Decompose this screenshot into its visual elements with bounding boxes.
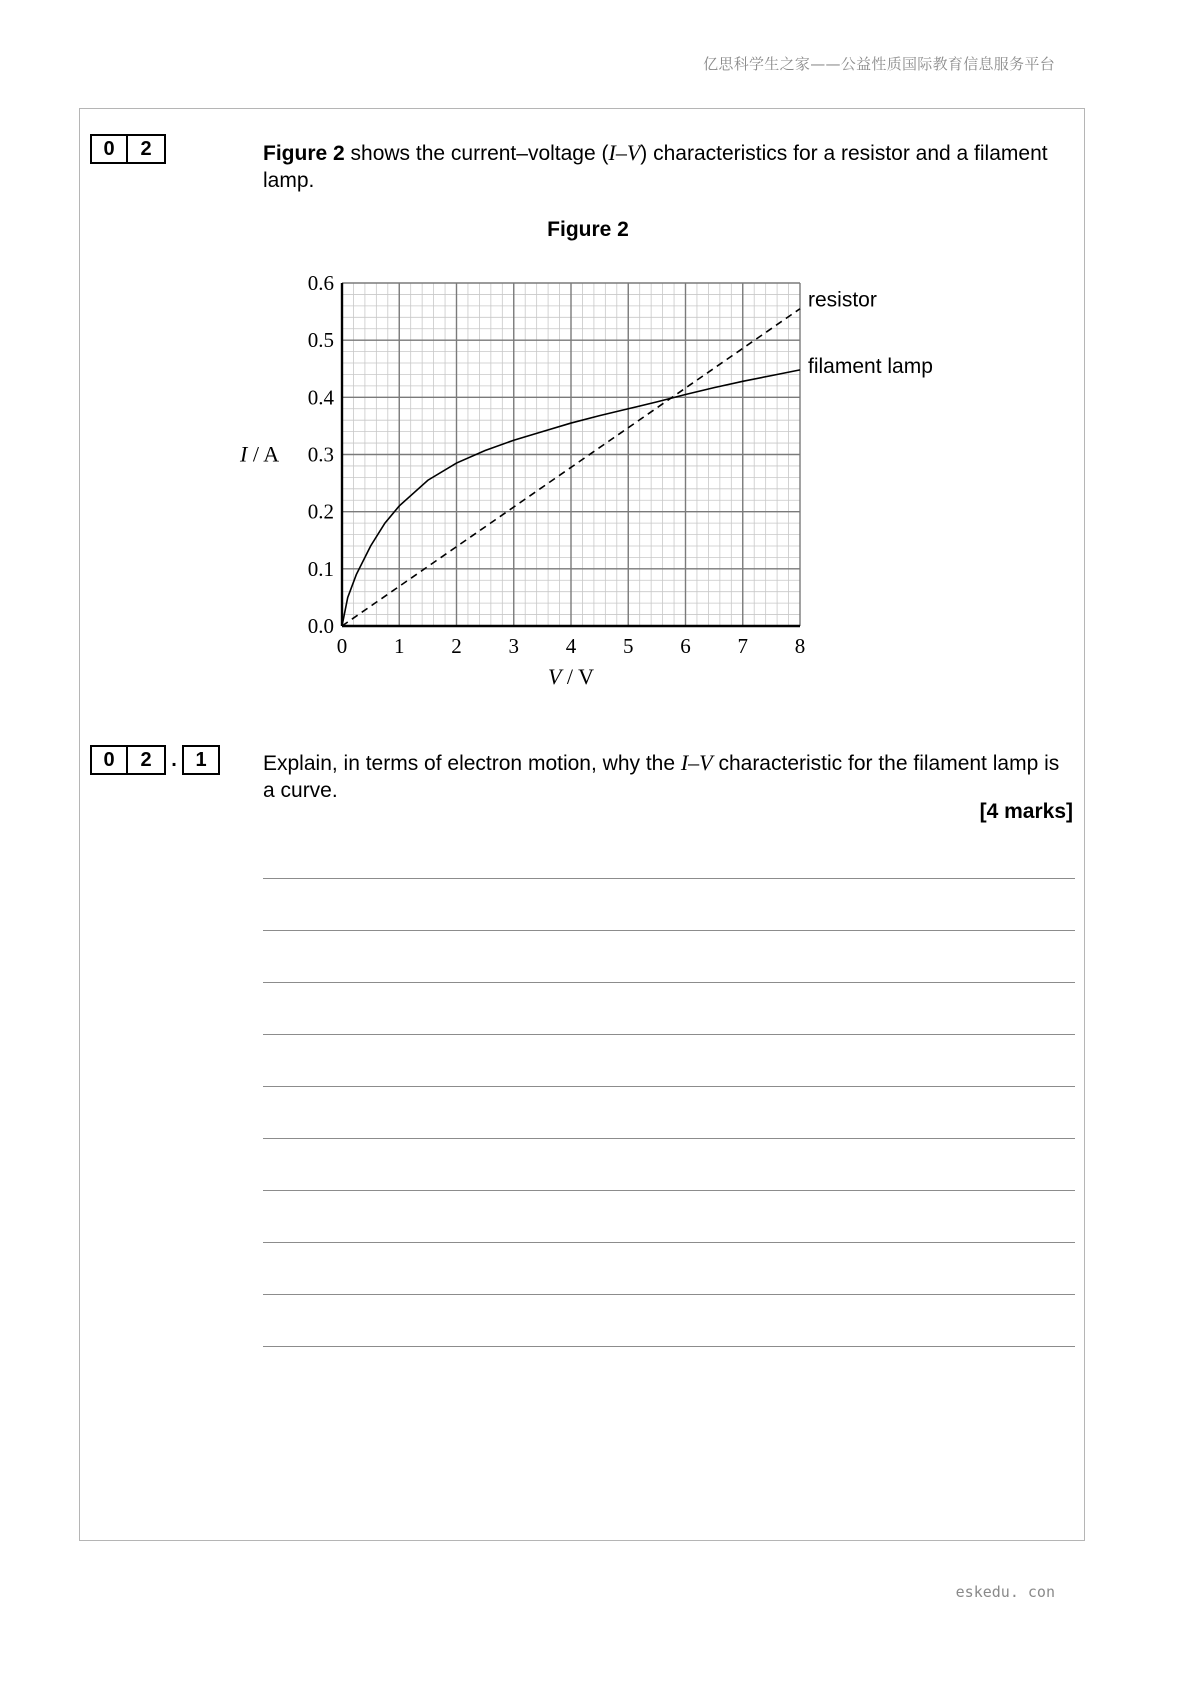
question-digit-2: 2	[128, 134, 166, 164]
y-axis-label	[239, 442, 279, 467]
question-number-box	[90, 134, 166, 164]
y-tick-label: 0.6	[307, 271, 334, 295]
figure-reference: Figure 2	[263, 142, 345, 165]
question-digit-1: 0	[90, 134, 128, 164]
answer-line-6[interactable]	[263, 1138, 1075, 1139]
x-tick-label: 5	[623, 634, 634, 658]
y-axis-unit: / A	[247, 441, 280, 467]
y-tick-label: 0.2	[307, 499, 334, 524]
subquestion-digit-1: 0	[90, 745, 128, 775]
answer-line-10[interactable]	[263, 1346, 1075, 1347]
filament-lamp-label: filament lamp	[808, 354, 933, 378]
answer-line-1[interactable]	[263, 878, 1075, 879]
y-axis-variable: I	[240, 441, 248, 467]
series-labels	[808, 289, 933, 378]
subquestion-separator: .	[171, 749, 177, 771]
subquestion-text	[263, 749, 1063, 804]
marks-allocation: [4 marks]	[979, 800, 1073, 823]
subquestion-text-1: Explain, in terms of electron motion, why the	[263, 752, 681, 775]
figure-title: Figure 2	[547, 218, 629, 241]
subquestion-digit-3: 1	[182, 745, 220, 775]
answer-line-5[interactable]	[263, 1086, 1075, 1087]
x-tick-label: 3	[508, 634, 519, 658]
intro-variable: I–V	[608, 140, 641, 165]
watermark-footer: eskedu. con	[955, 1583, 1055, 1601]
x-tick-label: 2	[451, 634, 462, 658]
x-tick-label: 4	[565, 634, 577, 658]
answer-line-3[interactable]	[263, 982, 1075, 983]
answer-line-9[interactable]	[263, 1294, 1075, 1295]
intro-text-1: shows the current–voltage (	[344, 142, 609, 165]
iv-chart	[230, 265, 950, 700]
subquestion-variable: I–V	[680, 750, 713, 775]
y-tick-label: 0.3	[307, 442, 334, 467]
x-axis-variable: V	[547, 664, 562, 689]
x-axis-label	[548, 664, 594, 689]
x-tick-label: 1	[394, 634, 405, 658]
y-tick-label: 0.0	[307, 614, 334, 638]
x-axis-unit: / V	[561, 664, 595, 689]
x-tick-label: 8	[794, 634, 806, 658]
x-tick-label: 6	[680, 634, 691, 658]
x-tick-label: 7	[737, 634, 748, 658]
subquestion-digit-2: 2	[128, 745, 166, 775]
resistor-label: resistor	[808, 288, 877, 312]
answer-line-7[interactable]	[263, 1190, 1075, 1191]
answer-line-2[interactable]	[263, 930, 1075, 931]
answer-line-4[interactable]	[263, 1034, 1075, 1035]
answer-line-8[interactable]	[263, 1242, 1075, 1243]
subquestion-text-2: characteristic for the filament lamp is a curve.	[263, 752, 1060, 802]
question-intro	[263, 139, 1063, 194]
watermark-header: 亿思科学生之家——公益性质国际教育信息服务平台	[703, 55, 1055, 73]
subquestion-number-box	[90, 745, 220, 775]
intro-text-2: ) characteristics for a resistor and a filament lamp.	[263, 142, 1048, 192]
y-tick-label: 0.1	[307, 556, 334, 581]
x-tick-label: 0	[336, 634, 348, 658]
y-tick-label: 0.5	[307, 328, 334, 353]
y-tick-label: 0.4	[307, 385, 334, 410]
